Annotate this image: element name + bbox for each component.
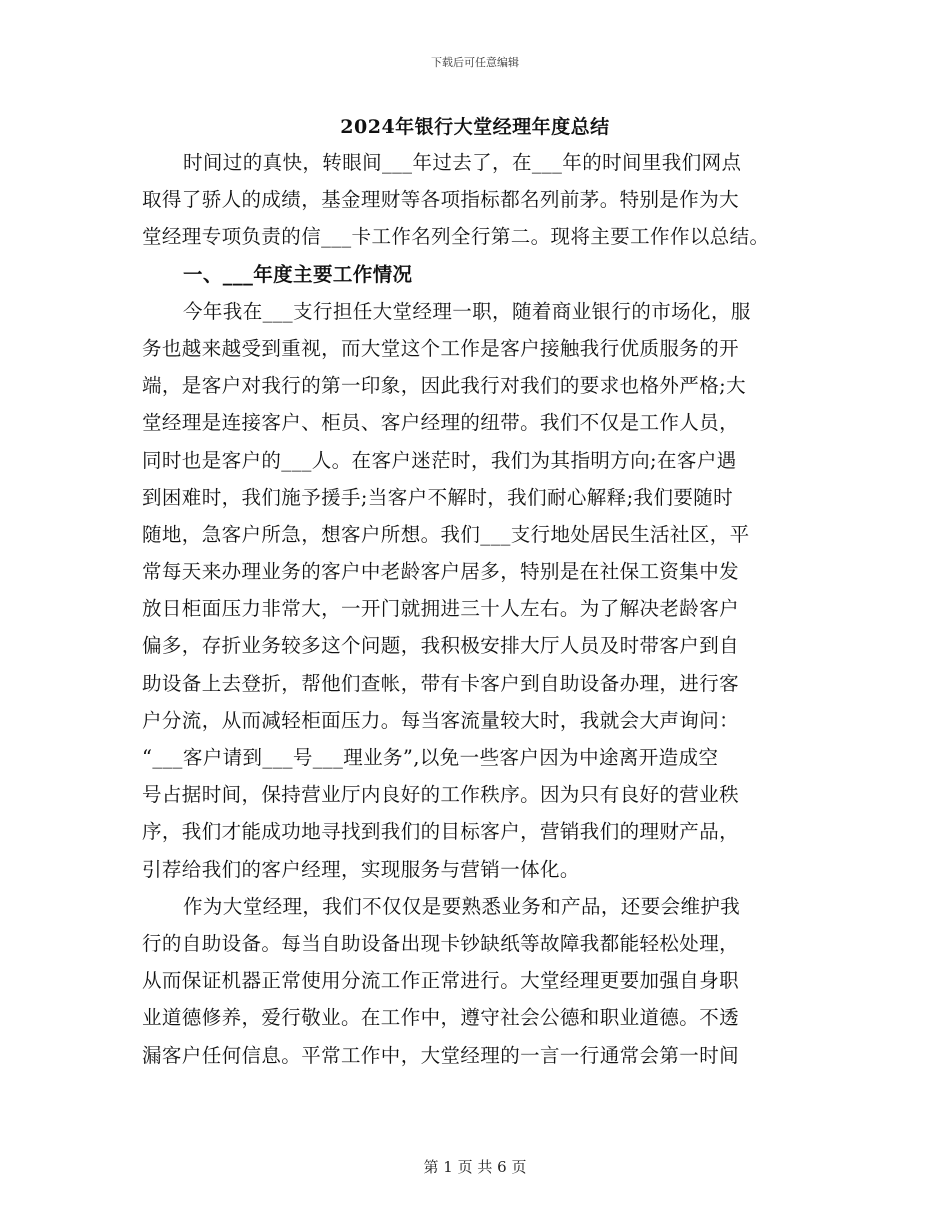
page-number-footer: 第 1 页 共 6 页 <box>423 1158 527 1176</box>
body-line: 堂经理专项负责的信___卡工作名列全行第二。现将主要工作作以总结。 <box>142 225 770 249</box>
body-line: “___客户请到___号___理业务”,以免一些客户因为中途离开造成空 <box>142 746 719 769</box>
body-line: 时间过的真快，转眼间___年过去了，在___年的时间里我们网点 <box>183 151 742 174</box>
body-line: 务也越来越受到重视，而大堂这个工作是客户接触我行优质服务的开 <box>142 336 740 360</box>
body-line: 从而保证机器正常使用分流工作正常进行。大堂经理更要加强自身职 <box>142 969 740 993</box>
section-heading: 一、___年度主要工作情况 <box>183 262 413 286</box>
body-line: 同时也是客户的___人。在客户迷茫时，我们为其指明方向;在客户遇 <box>142 448 737 472</box>
body-line: 到困难时，我们施予援手;当客户不解时，我们耐心解释;我们要随时 <box>142 485 734 509</box>
body-line: 行的自助设备。每当自助设备出现卡钞缺纸等故障我都能轻松处理， <box>142 931 740 955</box>
page-header-note: 下载后可任意编辑 <box>431 56 519 69</box>
body-line: 助设备上去登折，帮他们查帐，带有卡客户到自助设备办理，进行客 <box>142 671 740 695</box>
body-line: 随地，急客户所急，想客户所想。我们___支行地处居民生活社区，平 <box>142 522 750 546</box>
body-line: 序，我们才能成功地寻找到我们的目标客户，营销我们的理财产品， <box>142 820 740 844</box>
body-line: 堂经理是连接客户、柜员、客户经理的纽带。我们不仅是工作人员， <box>142 411 740 435</box>
body-line: 取得了骄人的成绩，基金理财等各项指标都名列前茅。特别是作为大 <box>142 188 740 212</box>
body-line: 漏客户任何信息。平常工作中，大堂经理的一言一行通常会第一时间 <box>142 1043 740 1067</box>
body-line: 今年我在___支行担任大堂经理一职，随着商业银行的市场化，服 <box>183 299 751 323</box>
document-title: 2024年银行大堂经理年度总结 <box>340 116 610 138</box>
document-body <box>142 144 802 1074</box>
body-line: 常每天来办理业务的客户中老龄客户居多，特别是在社保工资集中发 <box>142 560 740 584</box>
body-line: 业道德修养，爱行敬业。在工作中，遵守社会公德和职业道德。不透 <box>142 1006 740 1030</box>
body-line: 引荐给我们的客户经理，实现服务与营销一体化。 <box>142 857 580 881</box>
body-line: 号占据时间，保持营业厅内良好的工作秩序。因为只有良好的营业秩 <box>142 783 740 807</box>
body-line: 户分流，从而减轻柜面压力。每当客流量较大时，我就会大声询问： <box>142 708 740 732</box>
body-line: 偏多，存折业务较多这个问题，我积极安排大厅人员及时带客户到自 <box>142 634 740 658</box>
body-line: 放日柜面压力非常大，一开门就拥进三十人左右。为了解决老龄客户 <box>142 597 740 621</box>
body-line: 端，是客户对我行的第一印象，因此我行对我们的要求也格外严格;大 <box>142 374 746 398</box>
body-line: 作为大堂经理，我们不仅仅是要熟悉业务和产品，还要会维护我 <box>183 894 741 918</box>
